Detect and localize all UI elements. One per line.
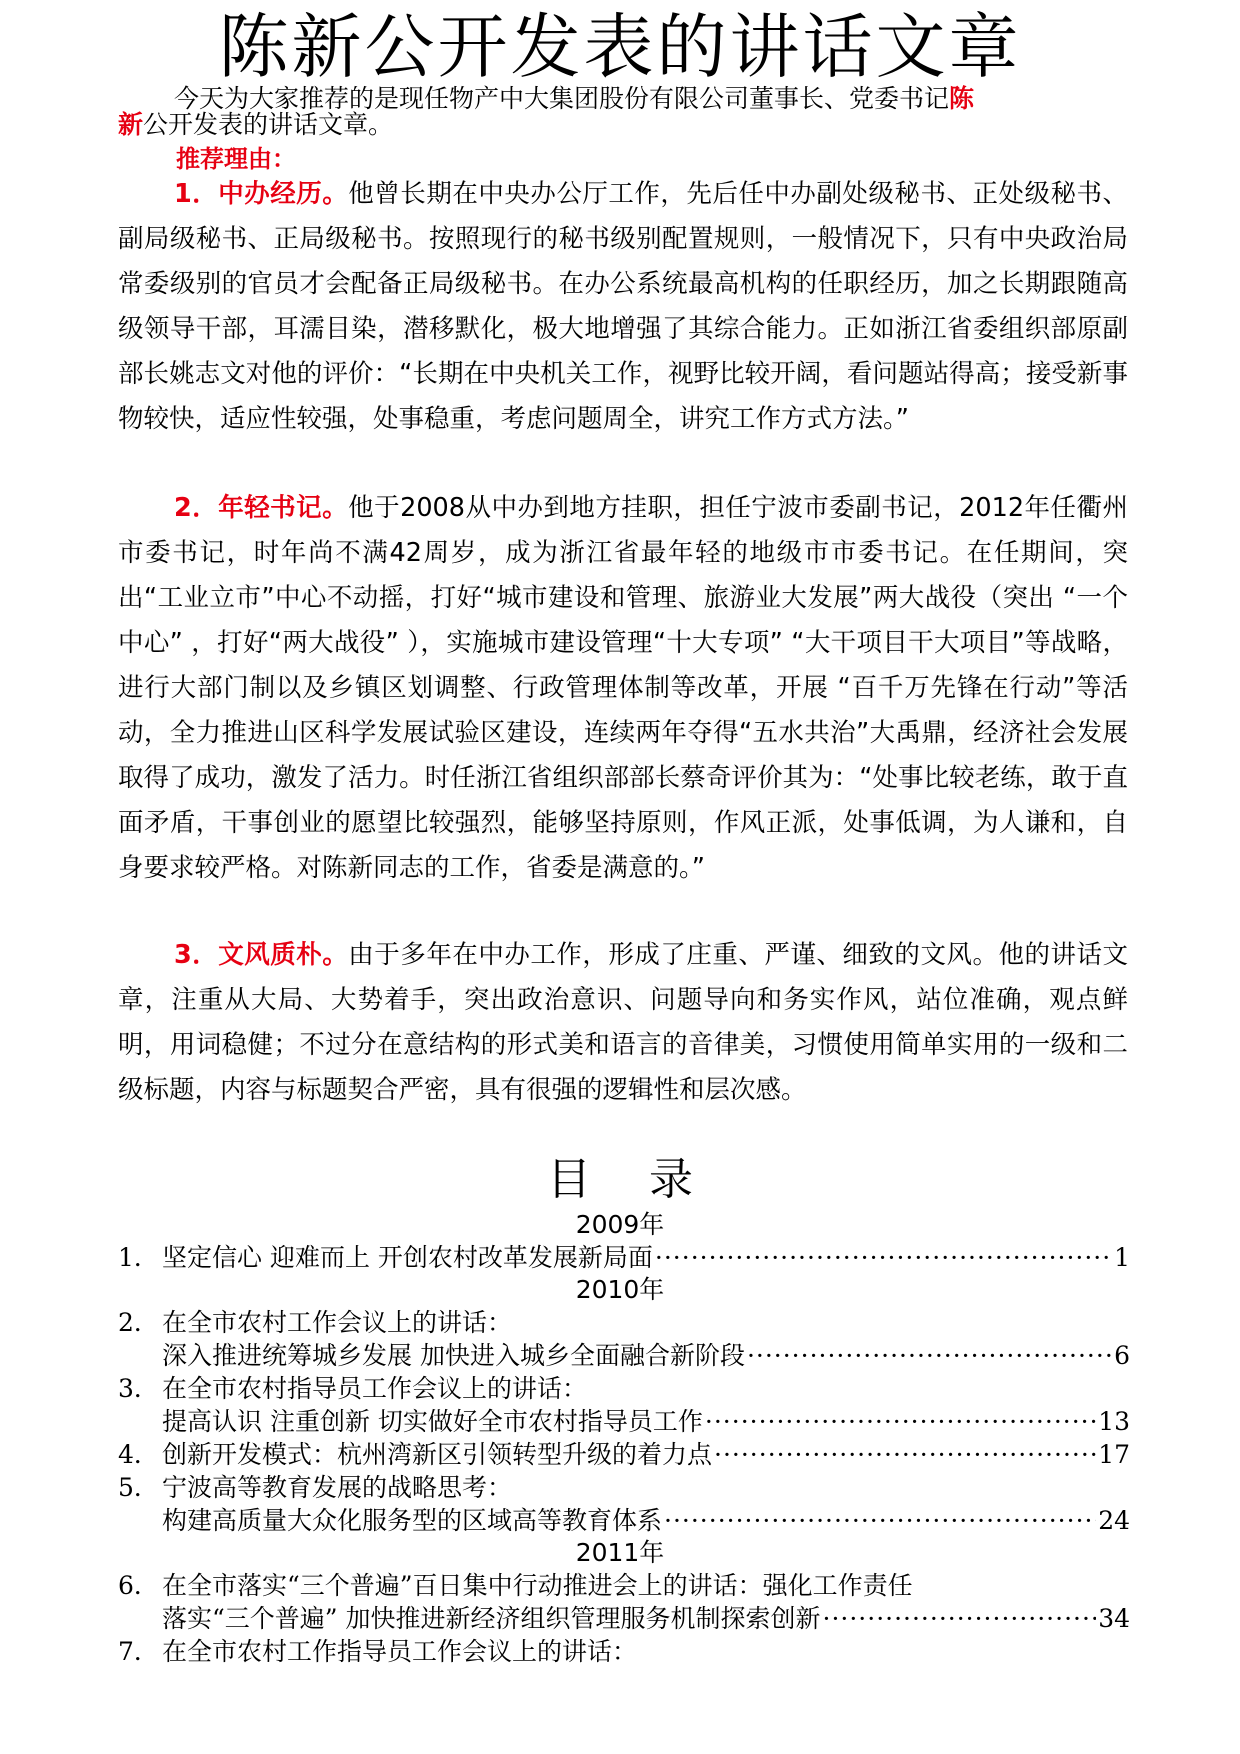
reason-label-1: 1．中办经历。	[174, 179, 349, 209]
toc-entry-title: 坚定信心 迎难而上 开创农村改革发展新局面	[162, 1243, 653, 1272]
toc-entry-6[interactable]	[118, 1569, 1130, 1602]
toc-leader-dots	[823, 1602, 1097, 1635]
toc-entry-number: 4．	[118, 1440, 159, 1469]
toc-entry-3-subtitle[interactable]	[118, 1405, 1130, 1438]
toc-entry-title: 在全市落实“三个普遍”百日集中行动推进会上的讲话：强化工作责任	[162, 1571, 913, 1600]
toc-entry-subtitle: 深入推进统筹城乡发展 加快进入城乡全面融合新阶段	[162, 1341, 745, 1370]
toc-entry-page: 13	[1098, 1407, 1130, 1436]
toc-entry-page: 17	[1098, 1440, 1130, 1469]
toc-leader-dots	[664, 1504, 1096, 1537]
toc-entry-number: 2．	[118, 1308, 159, 1337]
intro-name-part2: 新	[118, 110, 144, 139]
toc-title: 目 录	[547, 1154, 715, 1205]
toc-year-2011: 2011年	[575, 1538, 665, 1567]
reason-text-2: 他于2008从中办到地方挂职，担任宁波市委副书记，2012年任衢州市委书记，时年尚不满42周岁，成为浙江省最年轻的地级市市委书记。在任期间，突出“工业立市”中心不动摇，打好“城市建设和管理、旅游业大发展”两大战役（突出 “一个中心” ，打好“两大战役” ），实施城市建设管理“十大专项” “大干项目干大项目”等战略，进行大部门制以及乡镇区划调整、行政管理体制等改革，开展 “百千万先锋在行动”等活动，全力推进山区科学发展试验区建设，连续两年夺得“五水共治”大禹鼎，经济社会发展取得了成功，激发了活力。时任浙江省组织部部长蔡奇评价其为：“处事比较老练，敢于直面矛盾，干事创业的愿望比较强烈，能够坚持原则，作风正派，处事低调，为人谦和，自身要求较严格。对陈新同志的工作，省委是满意的。”	[118, 493, 1129, 883]
intro-name-part1: 陈	[949, 84, 975, 113]
toc-entry-5-subtitle[interactable]	[118, 1504, 1130, 1537]
toc-entry-7[interactable]	[118, 1635, 1130, 1668]
toc-leader-dots	[705, 1405, 1096, 1438]
toc-entry-subtitle: 落实“三个普遍” 加快推进新经济组织管理服务机制探索创新	[162, 1604, 821, 1633]
reason-heading: 推荐理由：	[176, 145, 296, 173]
reason-label-3: 3．文风质朴。	[174, 940, 349, 970]
reason-text-3: 由于多年在中办工作，形成了庄重、严谨、细致的文风。他的讲话文章，注重从大局、大势着手，突出政治意识、问题导向和务实作风，站位准确，观点鲜明，用词稳健；不过分在意结构的形式美和语言的音律美，习惯使用简单实用的一级和二级标题，内容与标题契合严密，具有很强的逻辑性和层次感。	[118, 940, 1128, 1105]
toc-entry-page: 34	[1098, 1604, 1130, 1633]
toc-entry-number: 7．	[118, 1637, 159, 1666]
toc-entry-subtitle: 提高认识 注重创新 切实做好全市农村指导员工作	[162, 1407, 703, 1436]
intro-text: 今天为大家推荐的是现任物产中大集团股份有限公司董事长、党委书记	[174, 84, 950, 113]
reason-paragraph-2	[118, 486, 1128, 891]
toc-leader-dots	[714, 1438, 1096, 1471]
reason-paragraph-1	[118, 172, 1128, 442]
reason-label-2: 2．年轻书记。	[174, 493, 349, 523]
toc-entry-title: 在全市农村工作会议上的讲话：	[162, 1308, 513, 1337]
toc-entry-page: 24	[1098, 1506, 1130, 1535]
toc-entry-6-subtitle[interactable]	[118, 1602, 1130, 1635]
toc-year-2010: 2010年	[575, 1275, 665, 1304]
toc-entry-number: 5．	[118, 1473, 159, 1502]
toc-leader-dots	[747, 1339, 1112, 1372]
toc-leader-dots	[655, 1241, 1112, 1274]
toc-entry-title: 在全市农村指导员工作会议上的讲话：	[162, 1374, 588, 1403]
toc-entry-subtitle: 构建高质量大众化服务型的区域高等教育体系	[162, 1506, 663, 1535]
toc-entry-number: 3．	[118, 1374, 159, 1403]
document-title: 陈新公开发表的讲话文章	[218, 6, 1022, 88]
toc-entry-title: 在全市农村工作指导员工作会议上的讲话：	[162, 1637, 638, 1666]
toc-year-2009: 2009年	[575, 1210, 665, 1239]
toc-entry-1[interactable]	[118, 1241, 1130, 1274]
toc-entry-5[interactable]	[118, 1471, 1130, 1504]
toc-entry-number: 1．	[118, 1243, 159, 1272]
intro-text-after: 公开发表的讲话文章。	[143, 110, 394, 139]
toc-entry-page: 1	[1114, 1243, 1130, 1272]
toc-entry-page: 6	[1114, 1341, 1130, 1370]
toc-entry-title: 宁波高等教育发展的战略思考：	[162, 1473, 513, 1502]
toc-entry-4[interactable]	[118, 1438, 1130, 1471]
intro-paragraph	[118, 86, 1128, 138]
toc-entry-2[interactable]	[118, 1306, 1130, 1339]
reason-text-1: 他曾长期在中央办公厅工作，先后任中办副处级秘书、正处级秘书、副局级秘书、正局级秘书。按照现行的秘书级别配置规则，一般情况下，只有中央政治局常委级别的官员才会配备正局级秘书。在办公系统最高机构的任职经历，加之长期跟随高级领导干部，耳濡目染，潜移默化，极大地增强了其综合能力。正如浙江省委组织部原副部长姚志文对他的评价：“长期在中央机关工作，视野比较开阔，看问题站得高；接受新事物较快，适应性较强，处事稳重，考虑问题周全，讲究工作方式方法。”	[118, 179, 1128, 434]
toc-entry-2-subtitle[interactable]	[118, 1339, 1130, 1372]
reason-paragraph-3	[118, 933, 1128, 1113]
toc-entry-number: 6．	[118, 1571, 159, 1600]
toc-entry-3[interactable]	[118, 1372, 1130, 1405]
toc-entry-title: 创新开发模式：杭州湾新区引领转型升级的着力点	[162, 1440, 713, 1469]
